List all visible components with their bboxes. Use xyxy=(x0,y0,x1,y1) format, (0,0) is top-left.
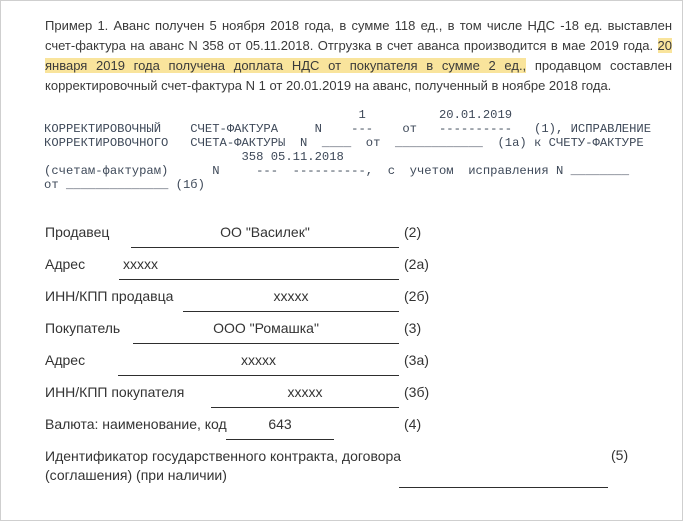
invoice-title-line: КОРРЕКТИРОВОЧНЫЙ СЧЕТ-ФАКТУРА N --- от ---------- (1), ИСПРАВЛЕНИЕ xyxy=(44,122,652,136)
field-label: Адрес xyxy=(45,352,86,368)
field-value: ххххх xyxy=(273,288,309,304)
field-value: ООО "Ромашка" xyxy=(213,320,319,336)
field-label: Валюта: наименование, код xyxy=(45,416,227,432)
field-label: Адрес xyxy=(45,256,86,272)
invoice-filled-values-line: 1 20.01.2019 xyxy=(44,108,513,122)
field-underline xyxy=(131,247,399,248)
field-label: Идентификатор государственного контракта, договора (соглашения) (при наличии) xyxy=(45,448,402,483)
invoice-header-block xyxy=(44,108,682,192)
field-underline xyxy=(133,343,399,344)
field-underline xyxy=(226,439,334,440)
paragraph-text-after-highlight: продавцом составлен корректировочный счет-фактура N 1 от 20.01.2019 на аванс, полученный в ноябре 2018 года. xyxy=(45,58,672,93)
field-ref: (3) xyxy=(404,320,422,336)
field-row-buyer-address xyxy=(45,352,682,384)
field-underline xyxy=(211,407,399,408)
field-value: ОО "Василек" xyxy=(220,224,310,240)
field-label: Покупатель xyxy=(45,320,121,336)
field-value: ххххх xyxy=(241,352,276,368)
field-value: ххххх xyxy=(287,384,323,400)
invoice-base-invoice-line: 358 05.11.2018 xyxy=(44,150,344,164)
field-ref: (2а) xyxy=(404,256,429,272)
invoice-correction-line: КОРРЕКТИРОВОЧНОГО СЧЕТА-ФАКТУРЫ N ____ от ____________ (1а) к СЧЕТУ-ФАКТУРЕ xyxy=(44,136,644,150)
paragraph-text-before-highlight: Пример 1. Аванс получен 5 ноября 2018 года, в сумме 118 ед., в том числе НДС -18 ед. выставлен счет-фактура на аванс N 358 от 05.11.2018. Отгрузка в счет аванса производится в мае 2019 года. xyxy=(45,18,672,53)
field-row-government-contract-id xyxy=(45,448,682,500)
example-paragraph xyxy=(45,16,672,96)
field-ref: (3б) xyxy=(404,384,430,400)
form-fields xyxy=(45,224,682,500)
field-label: Продавец xyxy=(45,224,110,240)
field-ref: (4) xyxy=(404,416,422,432)
invoice-from-line: от ______________ (1б) xyxy=(44,178,205,192)
field-underline xyxy=(118,375,399,376)
highlighted-text: 20 января 2019 года получена доплата НДС от покупателя в сумме 2 ед., xyxy=(45,38,672,73)
field-row-buyer-inn-kpp xyxy=(45,384,682,416)
field-label: ИНН/КПП продавца xyxy=(45,288,174,304)
field-row-seller-inn-kpp xyxy=(45,288,682,320)
field-ref: (2) xyxy=(404,224,422,240)
field-row-seller-address xyxy=(45,256,682,288)
field-value: ххххх xyxy=(123,256,158,272)
field-value: 643 xyxy=(268,416,292,432)
field-row-currency xyxy=(45,416,682,448)
field-row-buyer xyxy=(45,320,682,352)
field-ref: (5) xyxy=(611,447,629,463)
field-underline xyxy=(399,487,608,488)
field-row-seller xyxy=(45,224,682,256)
field-label: ИНН/КПП покупателя xyxy=(45,384,185,400)
field-underline xyxy=(119,279,399,280)
field-underline xyxy=(183,311,399,312)
field-ref: (2б) xyxy=(404,288,430,304)
field-ref: (3а) xyxy=(404,352,429,368)
invoice-accounts-line: (счетам-фактурам) N --- ----------, с учетом исправления N ________ xyxy=(44,164,630,178)
